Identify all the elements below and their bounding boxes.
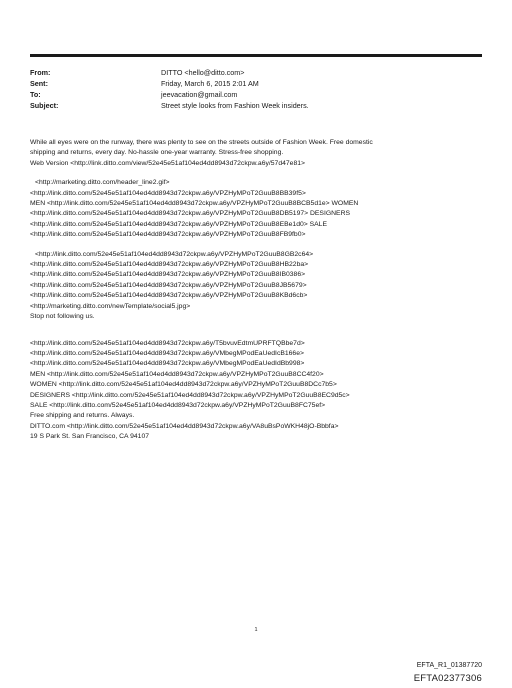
company-address: 19 S Park St. San Francisco, CA 94107 xyxy=(30,433,150,441)
nav-line[interactable]: <http://link.ditto.com/52e45e51af104ed4dd8943d72ckpw.a6y/VPZHyMPoT2GuuB8DB5197> DESIGNERS xyxy=(30,210,351,218)
nav-line[interactable]: <http://link.ditto.com/52e45e51af104ed4dd8943d72ckpw.a6y/VPZHyMPoT2GuuB8EBe1d0> SALE xyxy=(30,220,327,228)
sent-row xyxy=(30,78,309,89)
image-link[interactable]: <http://link.ditto.com/52e45e51af104ed4dd8943d72ckpw.a6y/VPZHyMPoT2GuuB8IB0386> xyxy=(30,271,306,279)
to-value: jeevacation@gmail.com xyxy=(161,90,238,99)
men-link[interactable]: MEN <http://link.ditto.com/52e45e51af104ed4dd8943d72ckpw.a6y/VPZHyMPoT2GuuB8CC4f20> xyxy=(30,370,324,378)
subject-label: Subject: xyxy=(30,101,59,110)
sale-link[interactable]: SALE <http://link.ditto.com/52e45e51af104ed4dd8943d72ckpw.a6y/VPZHyMPoT2GuuB8FC75ef> xyxy=(30,401,326,409)
image-link[interactable]: <http://link.ditto.com/52e45e51af104ed4dd8943d72ckpw.a6y/VPZHyMPoT2GuuB8KBd6cb> xyxy=(30,292,308,300)
image-link[interactable]: <http://link.ditto.com/52e45e51af104ed4dd8943d72ckpw.a6y/VPZHyMPoT2GuuB8GB2c64> xyxy=(35,250,314,258)
sent-label: Sent: xyxy=(30,79,48,88)
nav-line[interactable]: MEN <http://link.ditto.com/52e45e51af104ed4dd8943d72ckpw.a6y/VPZHyMPoT2GuuB8BCB5d1e> WOMEN xyxy=(30,200,359,208)
from-row xyxy=(30,67,309,78)
from-value: DITTO <hello@ditto.com> xyxy=(161,68,245,77)
ditto-home-link[interactable]: DITTO.com <http://link.ditto.com/52e45e51af104ed4dd8943d72ckpw.a6y/VA8uBsPoWKH48jO-Bbbfa> xyxy=(30,422,339,430)
intro-line-2: shipping and returns, every day. No-hassle one-year warranty. Stress-free shopping. xyxy=(30,149,284,157)
from-label: From: xyxy=(30,68,51,77)
to-row xyxy=(30,89,309,100)
email-header xyxy=(30,67,309,111)
social-link[interactable]: <http://link.ditto.com/52e45e51af104ed4dd8943d72ckpw.a6y/T5bvuvEdtmUPRFTQBbe7d> xyxy=(30,339,305,347)
stop-following-text: Stop not following us. xyxy=(30,313,95,321)
reference-stamp-small: EFTA_R1_01387720 xyxy=(416,662,482,669)
nav-link-block xyxy=(30,178,486,240)
image-link[interactable]: <http://marketing.ditto.com/newTemplate/social5.jpg> xyxy=(30,302,191,310)
intro-line-1: While all eyes were on the runway, there was plenty to see on the streets outside of Fashion Week. Free domestic xyxy=(30,139,373,146)
sent-value: Friday, March 6, 2015 2:01 AM xyxy=(161,79,259,88)
designers-link[interactable]: DESIGNERS <http://link.ditto.com/52e45e51af104ed4dd8943d72ckpw.a6y/VPZHyMPoT2GuuB8EC9d5c> xyxy=(30,391,350,399)
social-link-block xyxy=(30,339,486,370)
page-number: 1 xyxy=(254,627,258,633)
free-shipping-text: Free shipping and returns. Always. xyxy=(30,412,135,420)
email-body xyxy=(30,138,486,443)
to-label: To: xyxy=(30,90,41,99)
nav-line[interactable]: <http://marketing.ditto.com/header_line2.gif> xyxy=(35,179,170,187)
nav-line[interactable]: <http://link.ditto.com/52e45e51af104ed4dd8943d72ckpw.a6y/VPZHyMPoT2GuuB8BB39f5> xyxy=(30,189,306,197)
subject-row xyxy=(30,100,309,111)
header-rule xyxy=(30,54,482,57)
women-link[interactable]: WOMEN <http://link.ditto.com/52e45e51af104ed4dd8943d72ckpw.a6y/VPZHyMPoT2GuuB8DCc7b5> xyxy=(30,381,337,389)
nav-line[interactable]: <http://link.ditto.com/52e45e51af104ed4dd8943d72ckpw.a6y/VPZHyMPoT2GuuB8FB9fb0> xyxy=(30,231,306,239)
subject-value: Street style looks from Fashion Week insiders. xyxy=(161,101,309,110)
image-link-block xyxy=(30,250,486,312)
social-link[interactable]: <http://link.ditto.com/52e45e51af104ed4dd8943d72ckpw.a6y/VMbegMPodEaUedIcB166e> xyxy=(30,349,304,357)
image-link[interactable]: <http://link.ditto.com/52e45e51af104ed4dd8943d72ckpw.a6y/VPZHyMPoT2GuuB8JB5679> xyxy=(30,281,307,289)
social-link[interactable]: <http://link.ditto.com/52e45e51af104ed4dd8943d72ckpw.a6y/VMbegMPodEaUedIdBb998> xyxy=(30,360,305,368)
web-version-link[interactable]: Web Version <http://link.ditto.com/view/52e45e51af104ed4dd8943d72ckpw.a6y/57d47e81> xyxy=(30,159,305,167)
image-link[interactable]: <http://link.ditto.com/52e45e51af104ed4dd8943d72ckpw.a6y/VPZHyMPoT2GuuB8HB22ba> xyxy=(30,261,309,269)
reference-stamp-large: EFTA02377306 xyxy=(413,673,482,684)
